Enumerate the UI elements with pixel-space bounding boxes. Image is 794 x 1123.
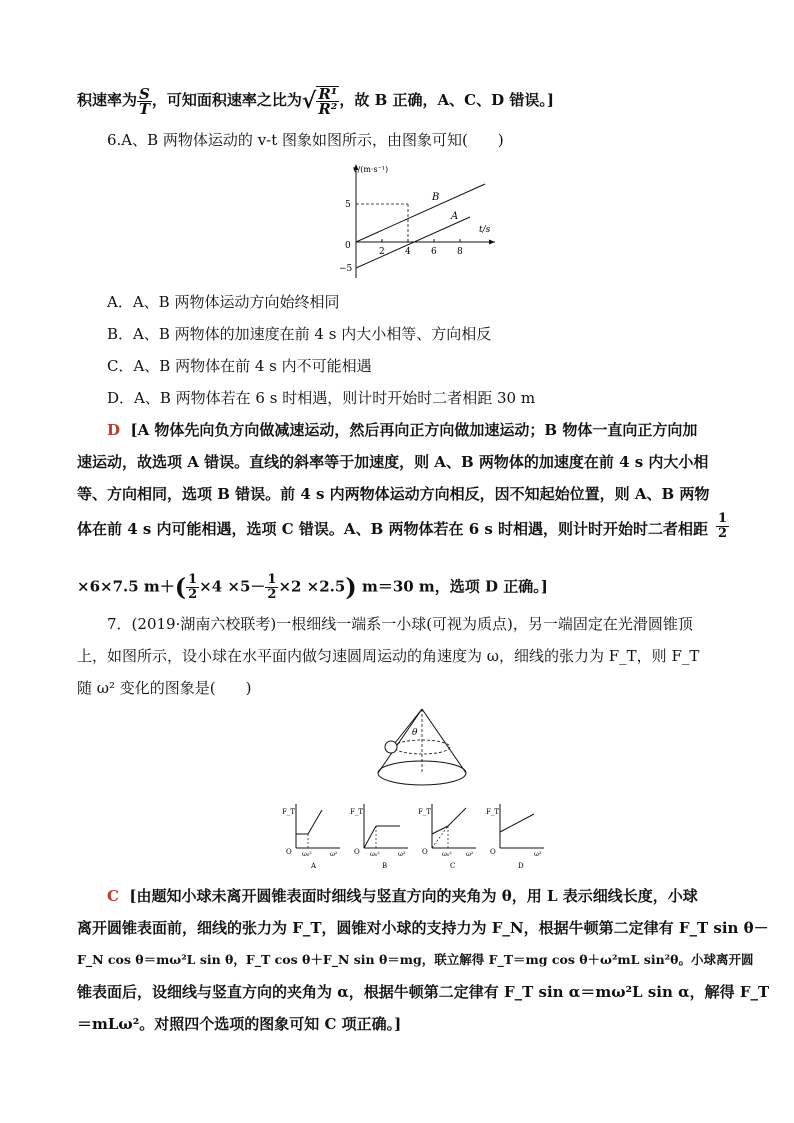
q5-sqrt-den: R² — [318, 100, 338, 118]
graph-A-tick: ω₀² — [302, 851, 312, 858]
graph-C — [418, 804, 476, 870]
q5-mid: ，可知面积速率之比为 — [151, 91, 302, 109]
q7-explanation-line-4: 锥表面后，设细线与竖直方向的夹角为 α，根据牛顿第二定律有 F_T sin α＝mω²L sin α，解得 F_T — [77, 983, 770, 1001]
q7-explanation-line-3: F_N cos θ＝mω²L sin θ，F_T cos θ＋F_N sin θ＝mg，联立解得 F_T＝mg cos θ＋ω²mL sin²θ。小球离开圆 — [77, 952, 754, 967]
graph-B — [350, 804, 408, 870]
paren-close: ) — [345, 572, 357, 602]
graph-A-seg-2 — [308, 810, 322, 834]
graph-B-tick: ω₀² — [370, 851, 380, 858]
q6-line-B — [356, 184, 485, 242]
graph-C-dash-diag — [432, 826, 448, 848]
q6-origin-label: 0 — [345, 241, 351, 251]
string — [395, 709, 422, 743]
q7-explanation-line-5: ＝mLω²。对照四个选项的图象可知 C 项正确。] — [77, 1015, 402, 1033]
q5-frac-num: S — [139, 84, 150, 103]
q6-label-A: A — [451, 211, 459, 222]
graph-A — [282, 804, 340, 870]
graph-A-origin: O — [286, 848, 292, 856]
formula-part-4: m＝30 m，选项 D 正确。] — [356, 577, 548, 596]
q7-explanation-text-1: [由题知小球未离开圆锥表面时细线与竖直方向的夹角为 θ，用 L 表示细线长度，小球 — [129, 887, 698, 905]
graph-B-xlabel: ω² — [398, 851, 406, 858]
graph-A-label: A — [311, 862, 317, 870]
graph-A-xlabel: ω² — [330, 851, 338, 858]
cone-left-edge — [378, 709, 422, 773]
q5-sqrt-fraction — [316, 86, 339, 116]
q5-prefix: 积速率为 — [77, 91, 138, 109]
q6-label-B: B — [432, 192, 440, 203]
half-den-2: 2 — [188, 587, 198, 602]
q6-vt-graph — [325, 160, 505, 285]
q6-ylabel: v/(m·s⁻¹) — [353, 165, 389, 174]
graph-D — [486, 804, 544, 870]
q5-conclusion-line — [77, 86, 554, 116]
graph-D-line — [500, 814, 534, 832]
graph-B-seg-1 — [364, 826, 376, 848]
graph-C-ylabel: F_T — [418, 808, 432, 816]
q6-explanation-line-2: 速运动，故选项 A 错误。直线的斜率等于加速度，则 A、B 两物体的加速度在前 4 s 内大小相 — [77, 453, 709, 471]
half-num-1: 1 — [718, 511, 728, 526]
q6-formula-line — [77, 573, 548, 602]
q6-xtick-label-6: 6 — [431, 247, 437, 257]
q6-xlabel: t/s — [479, 225, 491, 235]
q7-explanation-line-2: 离开圆锥表面前，细线的张力为 F_T，圆锥对小球的支持力为 F_N，根据牛顿第二定律有 F_T sin θ－ — [77, 919, 769, 937]
q6-xtick-label-2: 2 — [379, 247, 385, 257]
paren-open: ( — [174, 572, 187, 602]
q7-explanation-line-1 — [107, 886, 698, 906]
q6-half-fraction-1 — [716, 512, 729, 541]
q7-answer: C — [107, 887, 119, 905]
q6-option-d: D．A、B 两物体若在 6 s 时相遇，则计时开始时二者相距 30 m — [107, 389, 536, 407]
half-num-2: 1 — [188, 572, 198, 587]
graph-B-ylabel: F_T — [350, 808, 364, 816]
q6-answer: D — [107, 421, 121, 439]
graph-C-xlabel: ω² — [466, 851, 474, 858]
q5-fraction — [137, 84, 152, 118]
graph-C-seg-2 — [448, 808, 466, 826]
graph-D-ylabel: F_T — [486, 808, 500, 816]
q5-suffix: ，故 B 正确，A、C、D 错误。] — [339, 91, 554, 109]
graph-B-origin: O — [354, 848, 360, 856]
q6-option-b: B．A、B 两物体的加速度在前 4 s 内大小相等、方向相反 — [107, 325, 492, 343]
cone-right-edge — [422, 709, 466, 773]
q7-stem-line-3: 随 ω² 变化的图象是( ) — [77, 679, 252, 697]
theta-label: θ — [412, 728, 418, 738]
half-num-3: 1 — [267, 572, 277, 587]
q6-x-arrow — [489, 240, 495, 245]
graph-D-origin: O — [490, 848, 496, 856]
graph-C-tick: ω₀² — [442, 851, 452, 858]
q6-explanation-line-1 — [107, 420, 697, 440]
q6-option-a: A．A、B 两物体运动方向始终相同 — [107, 293, 340, 311]
formula-part-1: ×6×7.5 m＋ — [77, 577, 175, 596]
graph-C-origin: O — [422, 848, 428, 856]
q6-xtick-label-4: 4 — [405, 247, 411, 257]
q5-frac-den: T — [138, 99, 151, 118]
q6-explanation-line-4: 体在前 4 s 内可能相遇，选项 C 错误。A、B 两物体若在 6 s 时相遇，则计时开始时二者相距 — [77, 520, 709, 538]
graph-D-label: D — [518, 862, 524, 870]
graph-C-seg-1 — [432, 826, 448, 834]
q7-stem-line-2: 上，如图所示，设小球在水平面内做匀速圆周运动的角速度为 ω，细线的张力为 F_T，则 F_T — [77, 647, 700, 665]
half-den-1: 2 — [718, 526, 728, 541]
q6-stem: 6.A、B 两物体运动的 v-t 图象如图所示，由图象可知( ) — [107, 131, 504, 149]
q6-explanation-text-1: [A 物体先向负方向做减速运动，然后再向正方向做加速运动；B 物体一直向正方向加 — [130, 421, 698, 439]
q6-ytick-label-5: 5 — [345, 200, 351, 210]
q6-xtick-label-8: 8 — [457, 247, 463, 257]
graph-B-label: B — [382, 862, 388, 870]
half-fraction-2 — [186, 573, 199, 602]
formula-part-2: ×4 ×5－ — [199, 577, 266, 596]
formula-part-3: ×2 ×2.5 — [278, 577, 346, 596]
graph-D-xlabel: ω² — [534, 851, 542, 858]
q5-sqrt-num: R¹ — [318, 85, 338, 103]
q7-cone-diagram — [370, 703, 470, 793]
q6-ytick-label-neg5: −5 — [339, 264, 353, 274]
q7-option-graphs — [278, 796, 548, 874]
q6-explanation-line-3: 等、方向相同，选项 B 错误。前 4 s 内两物体运动方向相反，因不知起始位置，则 A、B 两物 — [77, 485, 710, 503]
graph-C-label: C — [450, 862, 456, 870]
sqrt-sign: √ — [301, 88, 317, 114]
ball — [385, 741, 397, 753]
q7-stem-line-1: 7．(2019·湖南六校联考)一根细线一端系一小球(可视为质点)，另一端固定在光滑圆锥顶 — [107, 615, 693, 633]
half-den-3: 2 — [267, 587, 277, 602]
graph-A-ylabel: F_T — [282, 808, 296, 816]
q6-option-c: C．A、B 两物体在前 4 s 内不可能相遇 — [107, 357, 372, 375]
half-fraction-3 — [265, 573, 278, 602]
